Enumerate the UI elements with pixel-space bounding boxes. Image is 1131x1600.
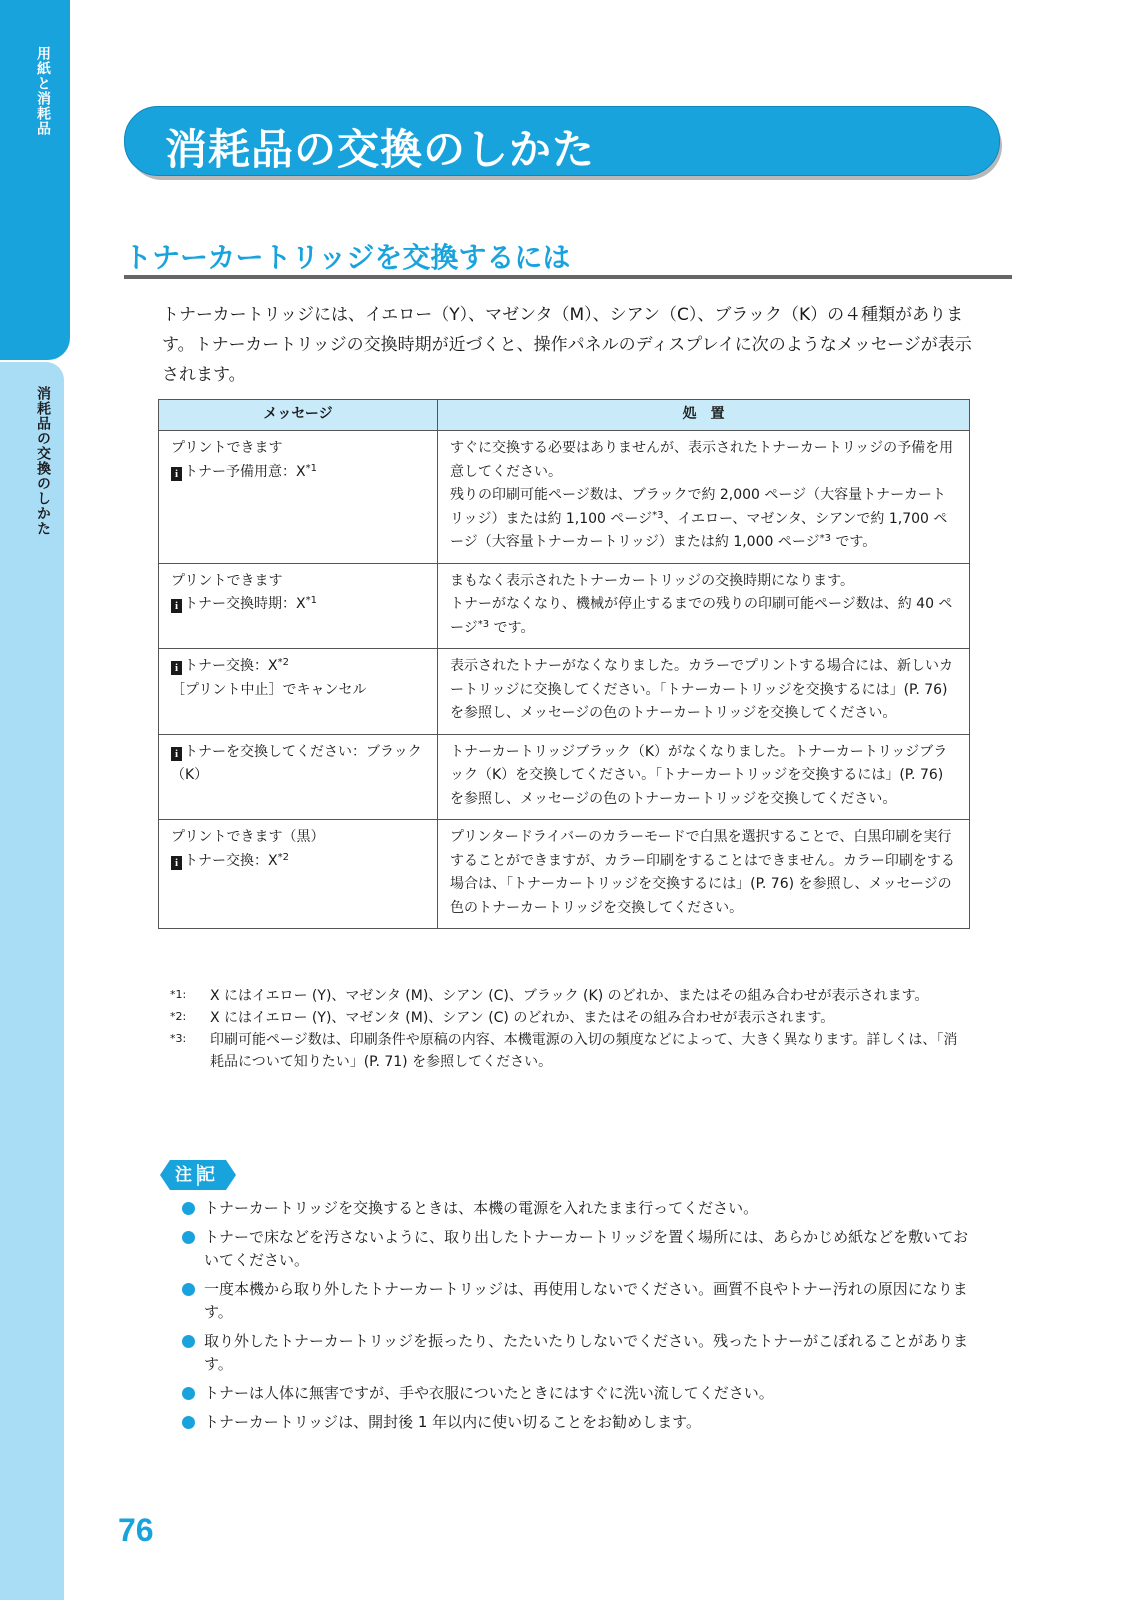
table-row [159, 820, 970, 929]
note-text: トナーで床などを汚さないように、取り出したトナーカートリッジを置く場所には、あらかじめ紙などを敷いておいてください。 [204, 1228, 969, 1269]
action-detail [450, 593, 959, 640]
message-line [171, 570, 427, 594]
note-text: 取り外したトナーカートリッジを振ったり、たたいたりしないでください。残ったトナーがこぼれることがあります。 [204, 1332, 969, 1373]
action-cell [438, 431, 970, 564]
info-icon: i [171, 661, 182, 675]
message-text: トナー交換：X [184, 852, 278, 869]
info-icon: i [171, 467, 182, 481]
message-text: プリントできます（黒） [171, 829, 325, 845]
notes-list [182, 1197, 978, 1440]
list-item [182, 1197, 978, 1220]
page-title: 消耗品の交換のしかた [165, 125, 596, 174]
action-text: 表示されたトナーがなくなりました。カラーでプリントする場合には、新しいカートリッジに交換してください。「トナーカートリッジを交換するには」(P. 76) を参照し、メッセージの色のトナーカートリッジを交換してください。 [450, 658, 954, 721]
footnote-text: X にはイエロー (Y)、マゼンタ (M)、シアン (C)、ブラック (K) のどれか、またはその組み合わせが表示されます。 [210, 988, 929, 1004]
footnotes [170, 985, 970, 1073]
message-cell [159, 431, 438, 564]
footnote-ref: *2 [277, 851, 289, 863]
list-item [182, 1411, 978, 1434]
action-detail-text: 残りの印刷可能ページ数は、ブラックで約 2,000 ページ（大容量トナーカートリッジ）または約 1,100 ページ [450, 487, 946, 527]
footnote-mark: *2: [170, 1010, 187, 1023]
message-text: トナー交換時期：X [184, 596, 306, 612]
bullet-icon [182, 1335, 195, 1348]
footnote-ref: *3 [819, 533, 831, 544]
bullet-icon [182, 1416, 195, 1429]
intro-paragraph: トナーカートリッジには、イエロー（Y）、マゼンタ（M）、シアン（C）、ブラック（K）の４種類があります。トナーカートリッジの交換時期が近づくと、操作パネルのディスプレイに次のようなメッセージが表示されます。 [162, 305, 972, 385]
message-table [158, 399, 970, 929]
action-detail-text: トナーがなくなり、機械が停止するまでの残りの印刷可能ページ数は、約 40 ページ [450, 596, 953, 636]
chapter-tab-label: 用紙と消耗品 [35, 46, 51, 136]
list-item [182, 1382, 978, 1405]
footnote-ref: *2 [277, 657, 289, 668]
message-cell [159, 649, 438, 735]
message-text: トナー予備用意：X [184, 463, 306, 480]
footnote [170, 1007, 970, 1029]
action-text: まもなく表示されたトナーカートリッジの交換時期になります。 [450, 572, 855, 589]
list-item [182, 1330, 978, 1376]
footnote-mark: *1: [170, 988, 187, 1001]
footnote-text: 印刷可能ページ数は、印刷条件や原稿の内容、本機電源の入切の頻度などによって、大きく異なります。詳しくは、「消耗品について知りたい」(P. 71) を参照してください。 [210, 1032, 958, 1070]
list-item [182, 1226, 978, 1272]
section-tab [0, 362, 64, 1600]
list-item [182, 1278, 978, 1324]
bullet-icon [182, 1387, 195, 1400]
header-action: 処 置 [438, 400, 970, 431]
message-line [171, 850, 427, 874]
action-cell [438, 563, 970, 649]
action-text: プリンタードライバーのカラーモードで白黒を選択することで、白黒印刷を実行することができますが、カラー印刷をすることはできません。カラー印刷をする場合は、「トナーカートリッジを交換するには」(P. 76) を参照し、メッセージの色のトナーカートリッジを交換してください。 [450, 829, 955, 916]
footnote-ref: *3 [652, 509, 664, 521]
table-row [159, 649, 970, 735]
footnote [170, 1029, 970, 1073]
message-line [171, 655, 427, 679]
table-header-row [159, 400, 970, 431]
bullet-icon [182, 1283, 195, 1296]
title-banner [124, 106, 1000, 176]
message-line [171, 679, 427, 703]
note-text: トナーカートリッジは、開封後 1 年以内に使い切ることをお勧めします。 [204, 1413, 701, 1431]
message-cell [159, 820, 438, 929]
message-line [171, 741, 427, 788]
heading-rule [124, 275, 1012, 279]
action-cell [438, 649, 970, 735]
header-message: メッセージ [159, 400, 438, 431]
message-line [171, 437, 427, 461]
info-icon: i [171, 747, 182, 761]
note-text: 一度本機から取り外したトナーカートリッジは、再使用しないでください。画質不良やトナー汚れの原因になります。 [204, 1280, 968, 1321]
action-detail-text: 、イエロー、マゼンタ、シアンで約 1,700 ページ（大容量トナーカートリッジ）または約 1,000 ページ [450, 510, 948, 550]
action-text: トナーカートリッジブラック（K）がなくなりました。トナーカートリッジブラック（K）を交換してください。「トナーカートリッジを交換するには」(P. 76) を参照し、メッセージの色のトナーカートリッジを交換してください。 [450, 743, 948, 807]
footnote-ref: *3 [477, 618, 490, 630]
note-badge-label: 注記 [175, 1165, 221, 1185]
table-row [159, 563, 970, 649]
bullet-icon [182, 1202, 195, 1215]
page-number: 76 [118, 1512, 154, 1548]
action-detail-text: です。 [489, 619, 535, 636]
chapter-tab [0, 0, 70, 360]
message-line [171, 593, 427, 617]
info-icon: i [171, 599, 182, 613]
action-cell [438, 820, 970, 929]
action-detail [450, 484, 959, 555]
message-line [171, 826, 427, 850]
action-detail-text: です。 [830, 534, 877, 550]
table-row [159, 734, 970, 820]
bullet-icon [182, 1231, 195, 1244]
message-text: プリントできます [171, 440, 283, 456]
footnote-ref: *1 [305, 595, 317, 606]
message-cell [159, 563, 438, 649]
table-row [159, 431, 970, 564]
section-tab-label: 消耗品の交換のしかた [35, 386, 51, 536]
footnote [170, 985, 970, 1007]
action-cell [438, 734, 970, 820]
info-icon: i [171, 856, 182, 870]
message-text: ［プリント中止］でキャンセル [171, 681, 367, 698]
footnote-mark: *3: [170, 1032, 187, 1045]
message-text: プリントできます [171, 572, 283, 589]
message-cell [159, 734, 438, 820]
note-badge [160, 1160, 236, 1190]
note-text: トナーカートリッジを交換するときは、本機の電源を入れたまま行ってください。 [204, 1199, 759, 1217]
message-text: トナーを交換してください：ブラック（K） [171, 743, 422, 783]
note-text: トナーは人体に無害ですが、手や衣服についたときにはすぐに洗い流してください。 [204, 1384, 774, 1402]
message-text: トナー交換：X [184, 658, 278, 674]
message-line [171, 461, 427, 485]
action-text: すぐに交換する必要はありませんが、表示されたトナーカートリッジの予備を用意してください。 [450, 440, 954, 480]
footnote-text: X にはイエロー (Y)、マゼンタ (M)、シアン (C) のどれか、またはその組み合わせが表示されます。 [210, 1010, 835, 1026]
section-heading: トナーカートリッジを交換するには [124, 241, 571, 274]
footnote-ref: *1 [305, 462, 317, 474]
